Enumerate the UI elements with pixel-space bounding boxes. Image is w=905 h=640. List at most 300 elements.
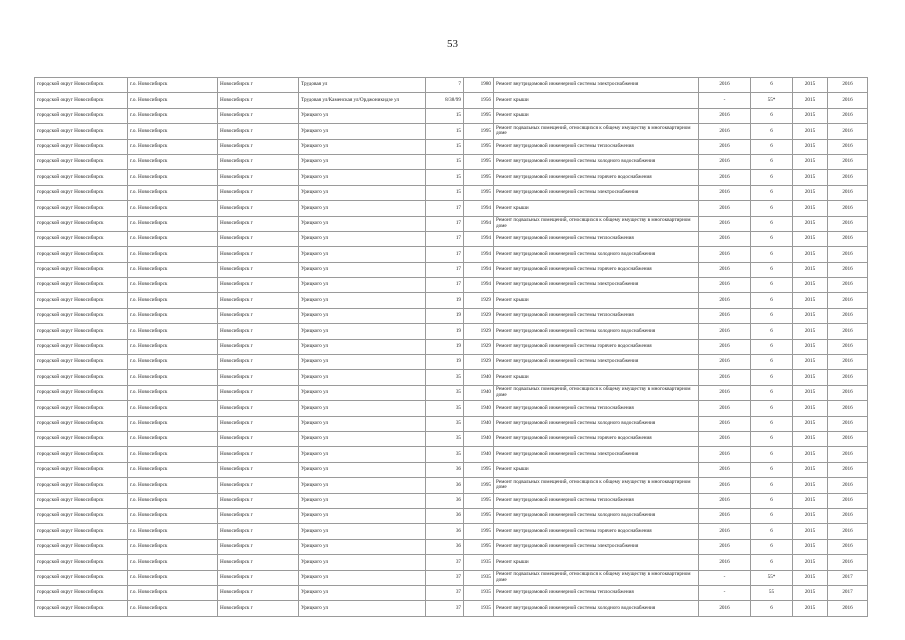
period-start-cell: 2015 (793, 308, 828, 323)
period-start-cell: 2015 (793, 154, 828, 169)
district-cell: г.о. Новосибирск (128, 154, 218, 169)
period-end-cell: 2016 (828, 355, 868, 370)
plan-year-cell: 2016 (699, 201, 751, 216)
period-end-cell: 2016 (828, 508, 868, 523)
period-end-cell: 2016 (828, 139, 868, 154)
value-cell: 6 (751, 355, 793, 370)
plan-year-cell: 2016 (699, 355, 751, 370)
value-cell: 55* (751, 93, 793, 108)
work-type-cell: Ремонт крыши (494, 201, 699, 216)
plan-year-cell: - (699, 570, 751, 585)
district-cell: г.о. Новосибирск (128, 339, 218, 354)
street-cell: Урицкого ул (299, 508, 426, 523)
period-start-cell: 2015 (793, 493, 828, 508)
street-cell: Урицкого ул (299, 385, 426, 400)
municipality-cell: городской округ Новосибирск (35, 108, 128, 123)
period-end-cell: 2017 (828, 585, 868, 600)
municipality-cell: городской округ Новосибирск (35, 355, 128, 370)
period-start-cell: 2015 (793, 293, 828, 308)
locality-cell: Новосибирск г (218, 108, 299, 123)
street-cell: Урицкого ул (299, 154, 426, 169)
period-end-cell: 2016 (828, 462, 868, 477)
work-type-cell: Ремонт внутридомовой инженерной системы теплоснабжения (494, 139, 699, 154)
work-type-cell: Ремонт внутридомовой инженерной системы холодного водоснабжения (494, 324, 699, 339)
house-number-cell: 19 (426, 293, 464, 308)
plan-year-cell: 2016 (699, 154, 751, 169)
plan-year-cell: 2016 (699, 462, 751, 477)
plan-year-cell: 2016 (699, 478, 751, 493)
work-type-cell: Ремонт внутридомовой инженерной системы горячего водоснабжения (494, 524, 699, 539)
house-number-cell: 15 (426, 170, 464, 185)
work-type-cell: Ремонт подвальных помещений, относящихся к общему имуществу в многоквартирном доме (494, 216, 699, 231)
street-cell: Урицкого ул (299, 447, 426, 462)
locality-cell: Новосибирск г (218, 555, 299, 570)
house-number-cell: 15 (426, 139, 464, 154)
municipality-cell: городской округ Новосибирск (35, 585, 128, 600)
locality-cell: Новосибирск г (218, 431, 299, 446)
house-number-cell: 17 (426, 231, 464, 246)
period-end-cell: 2016 (828, 278, 868, 293)
municipality-cell: городской округ Новосибирск (35, 247, 128, 262)
municipality-cell: городской округ Новосибирск (35, 293, 128, 308)
district-cell: г.о. Новосибирск (128, 139, 218, 154)
house-number-cell: 37 (426, 555, 464, 570)
plan-year-cell: 2016 (699, 324, 751, 339)
district-cell: г.о. Новосибирск (128, 78, 218, 93)
table-row (35, 508, 868, 523)
municipality-cell: городской округ Новосибирск (35, 524, 128, 539)
page-number: 53 (447, 38, 458, 50)
work-type-cell: Ремонт крыши (494, 555, 699, 570)
period-start-cell: 2015 (793, 370, 828, 385)
street-cell: Урицкого ул (299, 339, 426, 354)
value-cell: 55 (751, 585, 793, 600)
period-end-cell: 2016 (828, 416, 868, 431)
period-start-cell: 2015 (793, 524, 828, 539)
street-cell: Урицкого ул (299, 585, 426, 600)
value-cell: 6 (751, 324, 793, 339)
period-start-cell: 2015 (793, 108, 828, 123)
build-year-cell: 1994 (464, 262, 494, 277)
period-start-cell: 2015 (793, 124, 828, 139)
street-cell: Урицкого ул (299, 555, 426, 570)
table-row (35, 401, 868, 416)
value-cell: 55* (751, 570, 793, 585)
work-type-cell: Ремонт внутридомовой инженерной системы электроснабжения (494, 447, 699, 462)
municipality-cell: городской округ Новосибирск (35, 539, 128, 554)
municipality-cell: городской округ Новосибирск (35, 231, 128, 246)
plan-year-cell: - (699, 93, 751, 108)
value-cell: 6 (751, 493, 793, 508)
municipality-cell: городской округ Новосибирск (35, 478, 128, 493)
period-start-cell: 2015 (793, 585, 828, 600)
district-cell: г.о. Новосибирск (128, 508, 218, 523)
period-start-cell: 2015 (793, 555, 828, 570)
value-cell: 6 (751, 201, 793, 216)
period-end-cell: 2016 (828, 262, 868, 277)
plan-year-cell: 2016 (699, 601, 751, 616)
work-type-cell: Ремонт внутридомовой инженерной системы холодного водоснабжения (494, 154, 699, 169)
locality-cell: Новосибирск г (218, 416, 299, 431)
value-cell: 6 (751, 278, 793, 293)
work-type-cell: Ремонт подвальных помещений, относящихся к общему имуществу в многоквартирном доме (494, 478, 699, 493)
municipality-cell: городской округ Новосибирск (35, 124, 128, 139)
locality-cell: Новосибирск г (218, 570, 299, 585)
district-cell: г.о. Новосибирск (128, 293, 218, 308)
municipality-cell: городской округ Новосибирск (35, 555, 128, 570)
work-type-cell: Ремонт внутридомовой инженерной системы теплоснабжения (494, 231, 699, 246)
plan-year-cell: 2016 (699, 416, 751, 431)
street-cell: Урицкого ул (299, 493, 426, 508)
street-cell: Урицкого ул (299, 262, 426, 277)
build-year-cell: 1929 (464, 308, 494, 323)
locality-cell: Новосибирск г (218, 124, 299, 139)
locality-cell: Новосибирск г (218, 462, 299, 477)
house-number-cell: 15 (426, 108, 464, 123)
period-start-cell: 2015 (793, 447, 828, 462)
house-number-cell: 35 (426, 447, 464, 462)
build-year-cell: 1994 (464, 231, 494, 246)
table-row (35, 185, 868, 200)
municipality-cell: городской округ Новосибирск (35, 185, 128, 200)
district-cell: г.о. Новосибирск (128, 431, 218, 446)
municipality-cell: городской округ Новосибирск (35, 416, 128, 431)
period-start-cell: 2015 (793, 431, 828, 446)
build-year-cell: 1995 (464, 154, 494, 169)
house-number-cell: 17 (426, 278, 464, 293)
municipality-cell: городской округ Новосибирск (35, 324, 128, 339)
work-type-cell: Ремонт внутридомовой инженерной системы горячего водоснабжения (494, 262, 699, 277)
locality-cell: Новосибирск г (218, 539, 299, 554)
value-cell: 6 (751, 401, 793, 416)
locality-cell: Новосибирск г (218, 601, 299, 616)
district-cell: г.о. Новосибирск (128, 324, 218, 339)
build-year-cell: 1995 (464, 508, 494, 523)
period-start-cell: 2015 (793, 185, 828, 200)
plan-year-cell: 2016 (699, 447, 751, 462)
build-year-cell: 1994 (464, 247, 494, 262)
locality-cell: Новосибирск г (218, 170, 299, 185)
build-year-cell: 1995 (464, 108, 494, 123)
value-cell: 6 (751, 431, 793, 446)
table-row (35, 108, 868, 123)
period-end-cell: 2016 (828, 447, 868, 462)
period-start-cell: 2015 (793, 462, 828, 477)
plan-year-cell: 2016 (699, 539, 751, 554)
municipality-cell: городской округ Новосибирск (35, 493, 128, 508)
table-row (35, 585, 868, 600)
value-cell: 6 (751, 185, 793, 200)
work-type-cell: Ремонт внутридомовой инженерной системы горячего водоснабжения (494, 431, 699, 446)
locality-cell: Новосибирск г (218, 308, 299, 323)
district-cell: г.о. Новосибирск (128, 170, 218, 185)
value-cell: 6 (751, 385, 793, 400)
municipality-cell: городской округ Новосибирск (35, 93, 128, 108)
house-number-cell: 19 (426, 308, 464, 323)
value-cell: 6 (751, 416, 793, 431)
district-cell: г.о. Новосибирск (128, 478, 218, 493)
work-type-cell: Ремонт крыши (494, 108, 699, 123)
register-table (34, 77, 868, 617)
plan-year-cell: 2016 (699, 108, 751, 123)
value-cell: 6 (751, 462, 793, 477)
build-year-cell: 1995 (464, 493, 494, 508)
build-year-cell: 1956 (464, 93, 494, 108)
work-type-cell: Ремонт внутридомовой инженерной системы горячего водоснабжения (494, 170, 699, 185)
table-row (35, 493, 868, 508)
plan-year-cell: 2016 (699, 278, 751, 293)
municipality-cell: городской округ Новосибирск (35, 339, 128, 354)
plan-year-cell: 2016 (699, 124, 751, 139)
table-row (35, 262, 868, 277)
street-cell: Урицкого ул (299, 185, 426, 200)
district-cell: г.о. Новосибирск (128, 185, 218, 200)
locality-cell: Новосибирск г (218, 585, 299, 600)
municipality-cell: городской округ Новосибирск (35, 508, 128, 523)
build-year-cell: 1994 (464, 278, 494, 293)
work-type-cell: Ремонт внутридомовой инженерной системы электроснабжения (494, 78, 699, 93)
period-end-cell: 2016 (828, 431, 868, 446)
locality-cell: Новосибирск г (218, 93, 299, 108)
value-cell: 6 (751, 139, 793, 154)
plan-year-cell: 2016 (699, 216, 751, 231)
locality-cell: Новосибирск г (218, 139, 299, 154)
table-row (35, 447, 868, 462)
district-cell: г.о. Новосибирск (128, 585, 218, 600)
plan-year-cell: 2016 (699, 308, 751, 323)
table-row (35, 431, 868, 446)
municipality-cell: городской округ Новосибирск (35, 216, 128, 231)
plan-year-cell: 2016 (699, 385, 751, 400)
build-year-cell: 1995 (464, 478, 494, 493)
locality-cell: Новосибирск г (218, 508, 299, 523)
district-cell: г.о. Новосибирск (128, 401, 218, 416)
period-start-cell: 2015 (793, 355, 828, 370)
locality-cell: Новосибирск г (218, 78, 299, 93)
period-end-cell: 2016 (828, 555, 868, 570)
period-start-cell: 2015 (793, 339, 828, 354)
table-row (35, 139, 868, 154)
plan-year-cell: 2016 (699, 139, 751, 154)
district-cell: г.о. Новосибирск (128, 108, 218, 123)
table-row (35, 524, 868, 539)
period-start-cell: 2015 (793, 93, 828, 108)
work-type-cell: Ремонт крыши (494, 93, 699, 108)
table-row (35, 539, 868, 554)
value-cell: 6 (751, 478, 793, 493)
house-number-cell: 17 (426, 262, 464, 277)
period-end-cell: 2016 (828, 385, 868, 400)
plan-year-cell: 2016 (699, 508, 751, 523)
period-end-cell: 2016 (828, 124, 868, 139)
house-number-cell: 15 (426, 124, 464, 139)
house-number-cell: 17 (426, 201, 464, 216)
street-cell: Урицкого ул (299, 278, 426, 293)
municipality-cell: городской округ Новосибирск (35, 462, 128, 477)
value-cell: 6 (751, 539, 793, 554)
table-row (35, 231, 868, 246)
locality-cell: Новосибирск г (218, 493, 299, 508)
plan-year-cell: 2016 (699, 555, 751, 570)
period-end-cell: 2016 (828, 185, 868, 200)
build-year-cell: 1994 (464, 201, 494, 216)
period-start-cell: 2015 (793, 324, 828, 339)
table-row (35, 385, 868, 400)
work-type-cell: Ремонт внутридомовой инженерной системы горячего водоснабжения (494, 339, 699, 354)
street-cell: Урицкого ул (299, 124, 426, 139)
build-year-cell: 1935 (464, 555, 494, 570)
period-start-cell: 2015 (793, 201, 828, 216)
locality-cell: Новосибирск г (218, 231, 299, 246)
table-row (35, 416, 868, 431)
house-number-cell: 17 (426, 247, 464, 262)
street-cell: Урицкого ул (299, 108, 426, 123)
locality-cell: Новосибирск г (218, 185, 299, 200)
street-cell: Урицкого ул (299, 139, 426, 154)
municipality-cell: городской округ Новосибирск (35, 78, 128, 93)
work-type-cell: Ремонт внутридомовой инженерной системы теплоснабжения (494, 585, 699, 600)
period-end-cell: 2016 (828, 324, 868, 339)
street-cell: Урицкого ул (299, 370, 426, 385)
value-cell: 6 (751, 154, 793, 169)
period-end-cell: 2016 (828, 524, 868, 539)
period-end-cell: 2016 (828, 154, 868, 169)
period-start-cell: 2015 (793, 216, 828, 231)
table-row (35, 555, 868, 570)
build-year-cell: 1995 (464, 170, 494, 185)
municipality-cell: городской округ Новосибирск (35, 278, 128, 293)
plan-year-cell: 2016 (699, 493, 751, 508)
value-cell: 6 (751, 124, 793, 139)
district-cell: г.о. Новосибирск (128, 524, 218, 539)
locality-cell: Новосибирск г (218, 278, 299, 293)
plan-year-cell: 2016 (699, 293, 751, 308)
period-start-cell: 2015 (793, 478, 828, 493)
municipality-cell: городской округ Новосибирск (35, 139, 128, 154)
district-cell: г.о. Новосибирск (128, 493, 218, 508)
locality-cell: Новосибирск г (218, 339, 299, 354)
house-number-cell: 35 (426, 385, 464, 400)
locality-cell: Новосибирск г (218, 216, 299, 231)
build-year-cell: 1940 (464, 370, 494, 385)
street-cell: Урицкого ул (299, 201, 426, 216)
value-cell: 6 (751, 293, 793, 308)
street-cell: Урицкого ул (299, 570, 426, 585)
build-year-cell: 1980 (464, 78, 494, 93)
value-cell: 6 (751, 108, 793, 123)
locality-cell: Новосибирск г (218, 370, 299, 385)
period-start-cell: 2015 (793, 262, 828, 277)
street-cell: Трудовая ул (299, 78, 426, 93)
district-cell: г.о. Новосибирск (128, 355, 218, 370)
house-number-cell: 19 (426, 339, 464, 354)
house-number-cell: 8/38/99 (426, 93, 464, 108)
period-end-cell: 2016 (828, 401, 868, 416)
value-cell: 6 (751, 524, 793, 539)
table-row (35, 570, 868, 585)
build-year-cell: 1929 (464, 355, 494, 370)
period-end-cell: 2017 (828, 570, 868, 585)
table-row (35, 216, 868, 231)
table-row (35, 324, 868, 339)
build-year-cell: 1929 (464, 293, 494, 308)
locality-cell: Новосибирск г (218, 324, 299, 339)
district-cell: г.о. Новосибирск (128, 124, 218, 139)
plan-year-cell: 2016 (699, 431, 751, 446)
table-row (35, 355, 868, 370)
street-cell: Трудовая ул/Каменская ул/Орджоникидзе ул (299, 93, 426, 108)
build-year-cell: 1995 (464, 539, 494, 554)
street-cell: Урицкого ул (299, 216, 426, 231)
house-number-cell: 15 (426, 185, 464, 200)
build-year-cell: 1995 (464, 139, 494, 154)
value-cell: 6 (751, 262, 793, 277)
table-row (35, 339, 868, 354)
plan-year-cell: - (699, 585, 751, 600)
house-number-cell: 37 (426, 585, 464, 600)
street-cell: Урицкого ул (299, 478, 426, 493)
house-number-cell: 7 (426, 78, 464, 93)
period-start-cell: 2015 (793, 401, 828, 416)
table-row (35, 278, 868, 293)
build-year-cell: 1940 (464, 431, 494, 446)
table-row (35, 170, 868, 185)
house-number-cell: 36 (426, 462, 464, 477)
street-cell: Урицкого ул (299, 355, 426, 370)
house-number-cell: 15 (426, 154, 464, 169)
municipality-cell: городской округ Новосибирск (35, 570, 128, 585)
plan-year-cell: 2016 (699, 231, 751, 246)
work-type-cell: Ремонт внутридомовой инженерной системы теплоснабжения (494, 308, 699, 323)
district-cell: г.о. Новосибирск (128, 247, 218, 262)
locality-cell: Новосибирск г (218, 478, 299, 493)
value-cell: 6 (751, 339, 793, 354)
period-end-cell: 2016 (828, 170, 868, 185)
work-type-cell: Ремонт внутридомовой инженерной системы холодного водоснабжения (494, 416, 699, 431)
street-cell: Урицкого ул (299, 324, 426, 339)
period-end-cell: 2016 (828, 201, 868, 216)
value-cell: 6 (751, 555, 793, 570)
locality-cell: Новосибирск г (218, 247, 299, 262)
house-number-cell: 17 (426, 216, 464, 231)
house-number-cell: 37 (426, 601, 464, 616)
street-cell: Урицкого ул (299, 401, 426, 416)
district-cell: г.о. Новосибирск (128, 462, 218, 477)
work-type-cell: Ремонт внутридомовой инженерной системы холодного водоснабжения (494, 247, 699, 262)
street-cell: Урицкого ул (299, 308, 426, 323)
district-cell: г.о. Новосибирск (128, 416, 218, 431)
work-type-cell: Ремонт подвальных помещений, относящихся к общему имуществу в многоквартирном доме (494, 385, 699, 400)
period-start-cell: 2015 (793, 570, 828, 585)
street-cell: Урицкого ул (299, 601, 426, 616)
build-year-cell: 1929 (464, 324, 494, 339)
locality-cell: Новосибирск г (218, 385, 299, 400)
locality-cell: Новосибирск г (218, 524, 299, 539)
district-cell: г.о. Новосибирск (128, 93, 218, 108)
plan-year-cell: 2016 (699, 185, 751, 200)
period-end-cell: 2016 (828, 308, 868, 323)
house-number-cell: 35 (426, 370, 464, 385)
period-end-cell: 2016 (828, 493, 868, 508)
house-number-cell: 19 (426, 355, 464, 370)
work-type-cell: Ремонт подвальных помещений, относящихся к общему имуществу в многоквартирном доме (494, 570, 699, 585)
work-type-cell: Ремонт подвальных помещений, относящихся к общему имуществу в многоквартирном доме (494, 124, 699, 139)
period-start-cell: 2015 (793, 416, 828, 431)
district-cell: г.о. Новосибирск (128, 370, 218, 385)
municipality-cell: городской округ Новосибирск (35, 262, 128, 277)
value-cell: 6 (751, 216, 793, 231)
period-end-cell: 2016 (828, 247, 868, 262)
